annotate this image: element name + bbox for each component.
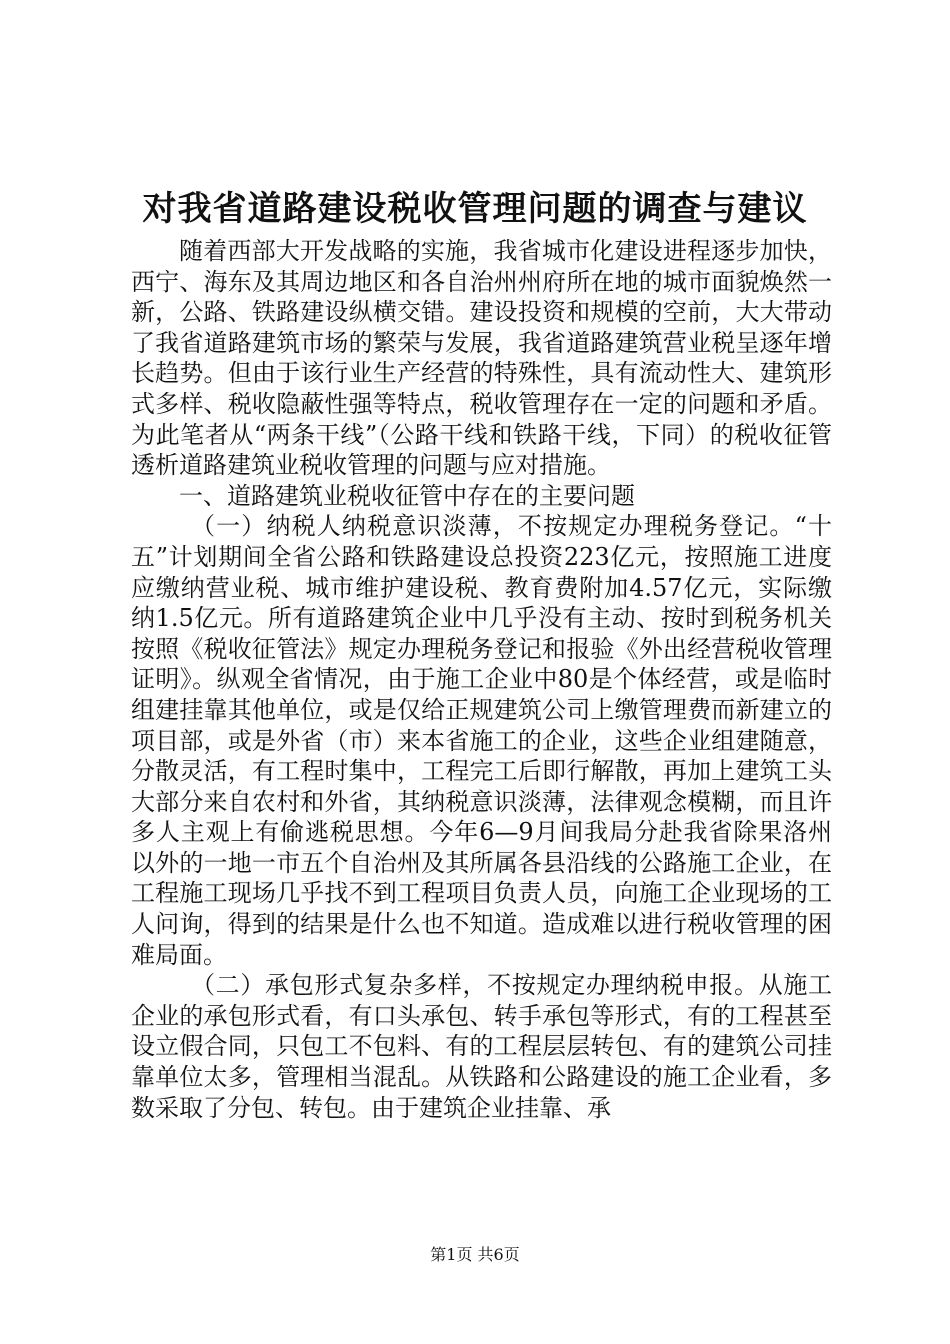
paragraph-item-2: （二）承包形式复杂多样，不按规定办理纳税申报。从施工企业的承包形式看，有口头承包、转手承包等形式，有的工程甚至设立假合同，只包工不包料、有的工程层层转包、有的建筑公司挂靠单位太多，管理相当混乱。从铁路和公路建设的施工企业看，多数采取了分包、转包。由于建筑企业挂靠、承 <box>131 971 832 1122</box>
paragraph-item-1: （一）纳税人纳税意识淡薄，不按规定办理税务登记。“十五”计划期间全省公路和铁路建设总投资223亿元，按照施工进度应缴纳营业税、城市维护建设税、教育费附加4.57亿元，实际缴纳1.5亿元。所有道路建筑企业中几乎没有主动、按时到税务机关按照《税收征管法》规定办理税务登记和报验《外出经营税收管理证明》。纵观全省情况，由于施工企业中80是个体经营，或是临时组建挂靠其他单位，或是仅给正规建筑公司上缴管理费而新建立的项目部，或是外省（市）来本省施工的企业，这些企业组建随意，分散灵活，有工程时集中，工程完工后即行解散，再加上建筑工头大部分来自农村和外省，其纳税意识淡薄，法律观念模糊，而且许多人主观上有偷逃税思想。今年6—9月间我局分赴我省除果洛州以外的一地一市五个自治州及其所属各县沿线的公路施工企业，在工程施工现场几乎找不到工程项目负责人员，向施工企业现场的工人问询，得到的结果是什么也不知道。造成难以进行税收管理的困难局面。 <box>131 512 832 969</box>
document-title: 对我省道路建设税收管理问题的调查与建议 <box>142 189 808 229</box>
paragraph-intro: 随着西部大开发战略的实施，我省城市化建设进程逐步加快，西宁、海东及其周边地区和各自治州州府所在地的城市面貌焕然一新，公路、铁路建设纵横交错。建设投资和规模的空前，大大带动了我省道路建筑市场的繁荣与发展，我省道路建筑营业税呈逐年增长趋势。但由于该行业生产经营的特殊性，具有流动性大、建筑形式多样、税收隐蔽性强等特点，税收管理存在一定的问题和矛盾。为此笔者从“两条干线”（公路干线和铁路干线，下同）的税收征管透析道路建筑业税收管理的问题与应对措施。 <box>131 237 832 480</box>
document-body <box>131 236 832 1123</box>
section-heading: 一、道路建筑业税收征管中存在的主要问题 <box>179 481 635 510</box>
page-footer: 第1页 共6页 <box>430 1245 520 1264</box>
